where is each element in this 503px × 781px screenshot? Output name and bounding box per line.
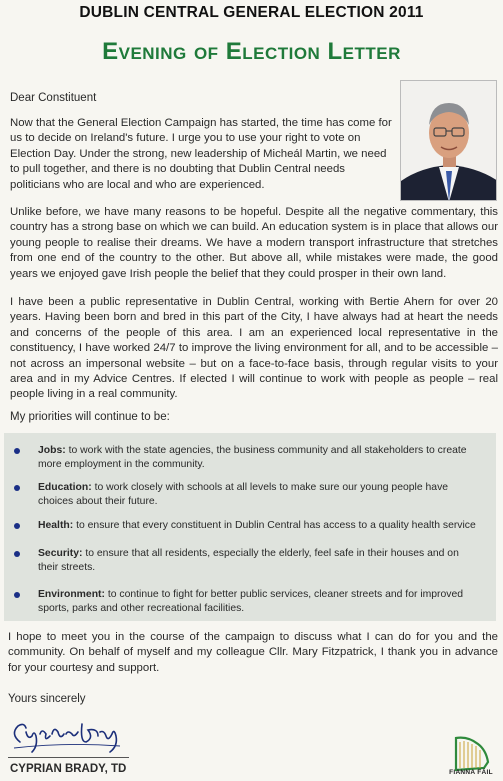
signature-rule xyxy=(8,757,129,758)
candidate-portrait-image xyxy=(401,81,497,201)
bullet-icon xyxy=(14,592,20,598)
paragraph-intro: Now that the General Election Campaign has started, the time has come for us to decide on Ireland's future. I urge you to use your right to vote on Election Day. Under the strong, new leadership of Micheál Martin, we need to pull together, and there is no doubting that Dublin Central needs politicians who are local and who are experienced. xyxy=(10,117,392,191)
priority-item-jobs xyxy=(16,444,476,472)
signatory-name: CYPRIAN BRADY, TD xyxy=(10,763,127,775)
priority-text: to ensure that all residents, especially the elderly, feel safe in their houses and on their streets. xyxy=(38,548,459,573)
bullet-icon xyxy=(14,448,20,454)
priority-item-security xyxy=(16,547,476,575)
priority-text: to ensure that every constituent in Dublin Central has access to a quality health service xyxy=(73,520,476,531)
party-name: FIANNA FÁIL xyxy=(449,769,493,776)
paragraph-experience: I have been a public representative in Dublin Central, working with Bertie Ahern for over 20 years. Having been born and bred in this part of the City, I have always had at heart the needs and concerns of the people of this area. I am an experienced local representative in the constituency, I have worked 24/7 to improve the living environment for all, and to be accessible – not across an impersonal website – but on a face-to-face basis, through regular visits to your area and in my Advice Centres. If elected I will continue to work with people as people – real people living in a real community. xyxy=(10,296,498,401)
greeting: Dear Constituent xyxy=(10,92,97,104)
priority-text: to work closely with schools at all levels to make sure our young people have choices about their future. xyxy=(38,482,449,507)
letter-title: Evening of Election Letter xyxy=(102,38,401,65)
priority-item-education xyxy=(16,481,476,509)
paragraph-closing: I hope to meet you in the course of the campaign to discuss what I can do for you and the community. On behalf of myself and my colleague Cllr. Mary Fitzpatrick, I thank you in advance for your courtesy and support. xyxy=(8,631,498,674)
bullet-icon xyxy=(14,523,20,529)
candidate-photo xyxy=(400,80,497,201)
priority-item-environment xyxy=(16,588,476,616)
priority-text: to work with the state agencies, the business community and all stakeholders to create more employment in the community. xyxy=(38,445,467,470)
priority-label: Education: xyxy=(38,482,92,493)
handwritten-signature xyxy=(6,712,124,760)
priority-label: Health: xyxy=(38,520,74,531)
election-header: DUBLIN CENTRAL GENERAL ELECTION 2011 xyxy=(79,4,424,21)
priority-label: Jobs: xyxy=(38,445,66,456)
priorities-intro: My priorities will continue to be: xyxy=(10,411,170,423)
priority-label: Environment: xyxy=(38,589,105,600)
paragraph-hope: Unlike before, we have many reasons to be hopeful. Despite all the negative commentary, this country has a strong base on which we can build. An education system is in place that allows our young people to realise their dreams. We have a modern transport infrastructure that stretches from one end of the country to the other. But above all, while mistakes were made, the good years we enjoyed gave Irish people the belief that they could prosper in their own land. xyxy=(10,206,498,280)
closing-salutation: Yours sincerely xyxy=(8,693,86,705)
priority-label: Security: xyxy=(38,548,83,559)
priority-item-health xyxy=(16,519,476,533)
bullet-icon xyxy=(14,551,20,557)
priority-text: to continue to fight for better public services, cleaner streets and for improved sports, parks and other recreational facilities. xyxy=(38,589,464,614)
bullet-icon xyxy=(14,485,20,491)
